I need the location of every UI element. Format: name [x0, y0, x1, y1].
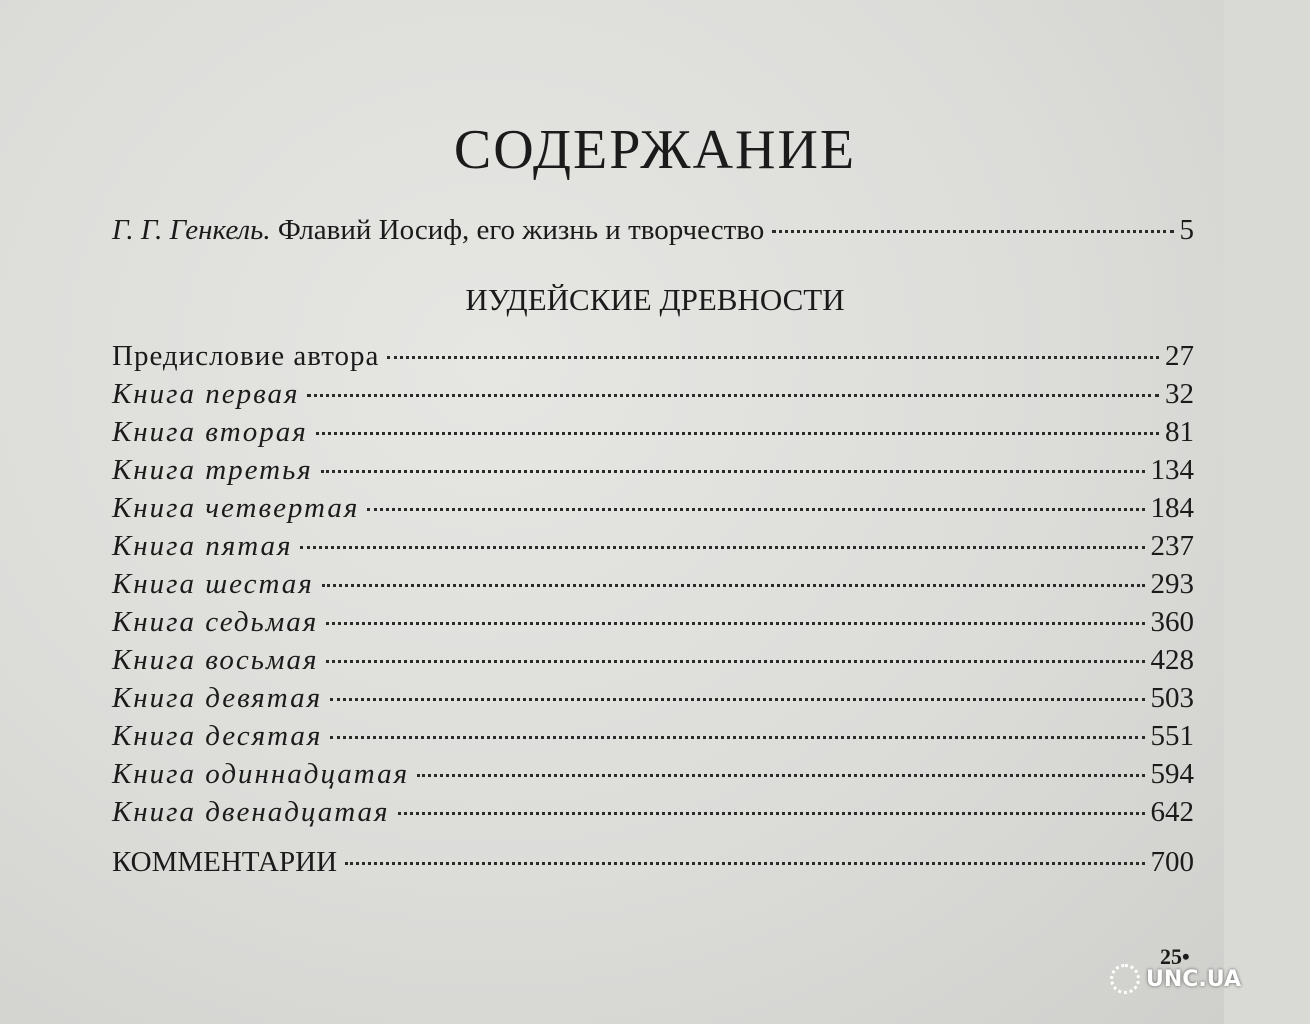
toc-leader-dots — [316, 432, 1159, 435]
toc-row — [112, 568, 1194, 601]
toc-leader-dots — [772, 230, 1173, 233]
toc-entry-label: Книга третья — [112, 454, 313, 486]
toc-intro-title: Флавий Иосиф, его жизнь и творчество — [270, 214, 765, 246]
toc-entry-page: 81 — [1165, 416, 1194, 448]
toc-intro-author: Г. Г. Генкель. — [112, 214, 271, 246]
watermark-text: UNC.UA — [1146, 966, 1241, 992]
toc-entry-page: 184 — [1150, 492, 1194, 524]
toc-entry-page: 27 — [1165, 340, 1194, 372]
toc-row — [112, 454, 1194, 487]
toc-entry-label: Книга вторая — [112, 416, 308, 448]
toc-row — [112, 758, 1194, 791]
toc-entry-label: Предисловие автора — [112, 340, 380, 372]
toc-leader-dots — [387, 356, 1159, 359]
toc-entry-page: 293 — [1150, 568, 1194, 600]
section-heading: ИУДЕЙСКИЕ ДРЕВНОСТИ — [465, 282, 845, 317]
toc-leader-dots — [398, 812, 1145, 815]
toc-entry-page: 428 — [1150, 644, 1194, 676]
toc-leader-dots — [322, 584, 1145, 587]
toc-leader-dots — [367, 508, 1144, 511]
toc-row-comments — [112, 846, 1194, 879]
toc-comments-label: КОММЕНТАРИИ — [112, 846, 338, 878]
signature-mark: 25• — [1160, 944, 1190, 969]
toc-entry-label: Книга первая — [112, 378, 300, 410]
toc-entry-label: Книга одиннадцатая — [112, 758, 410, 790]
sun-icon — [1110, 964, 1140, 994]
toc-leader-dots — [330, 736, 1144, 739]
toc-row — [112, 378, 1194, 411]
toc-row-intro — [112, 214, 1194, 247]
toc-entry-page: 642 — [1150, 796, 1194, 828]
toc-row — [112, 796, 1194, 829]
toc-entry-label: Книга седьмая — [112, 606, 319, 638]
watermark — [1110, 964, 1241, 994]
toc-row — [112, 340, 1194, 373]
toc-entry-label: Книга десятая — [112, 720, 323, 752]
toc-entry-page: 360 — [1150, 606, 1194, 638]
toc-entry-label: Книга восьмая — [112, 644, 319, 676]
toc-leader-dots — [326, 622, 1144, 625]
toc-entry-label: Книга девятая — [112, 682, 323, 714]
toc-row — [112, 606, 1194, 639]
toc-intro-entry — [112, 214, 764, 247]
toc-entry-label: Книга пятая — [112, 530, 293, 562]
toc-entry-label: Книга двенадцатая — [112, 796, 390, 828]
toc-comments-page: 700 — [1150, 846, 1194, 878]
toc-leader-dots — [345, 862, 1144, 865]
toc-entry-label: Книга четвертая — [112, 492, 360, 524]
toc-row — [112, 720, 1194, 753]
toc-entry-page: 237 — [1150, 530, 1194, 562]
toc-row — [112, 492, 1194, 525]
toc-entry-label: Книга шестая — [112, 568, 314, 600]
toc-intro-page: 5 — [1179, 214, 1194, 246]
toc-entry-page: 503 — [1150, 682, 1194, 714]
toc-row — [112, 682, 1194, 715]
toc-leader-dots — [326, 660, 1144, 663]
toc-entry-page: 134 — [1150, 454, 1194, 486]
toc-leader-dots — [321, 470, 1145, 473]
toc-leader-dots — [307, 394, 1159, 397]
toc-row — [112, 416, 1194, 449]
toc-row — [112, 644, 1194, 677]
toc-entry-page: 594 — [1150, 758, 1194, 790]
page-title: СОДЕРЖАНИЕ — [453, 119, 857, 181]
toc-entry-page: 551 — [1150, 720, 1194, 752]
toc-entry-page: 32 — [1165, 378, 1194, 410]
toc-leader-dots — [300, 546, 1144, 549]
toc-leader-dots — [330, 698, 1144, 701]
toc-leader-dots — [417, 774, 1144, 777]
toc-row — [112, 530, 1194, 563]
